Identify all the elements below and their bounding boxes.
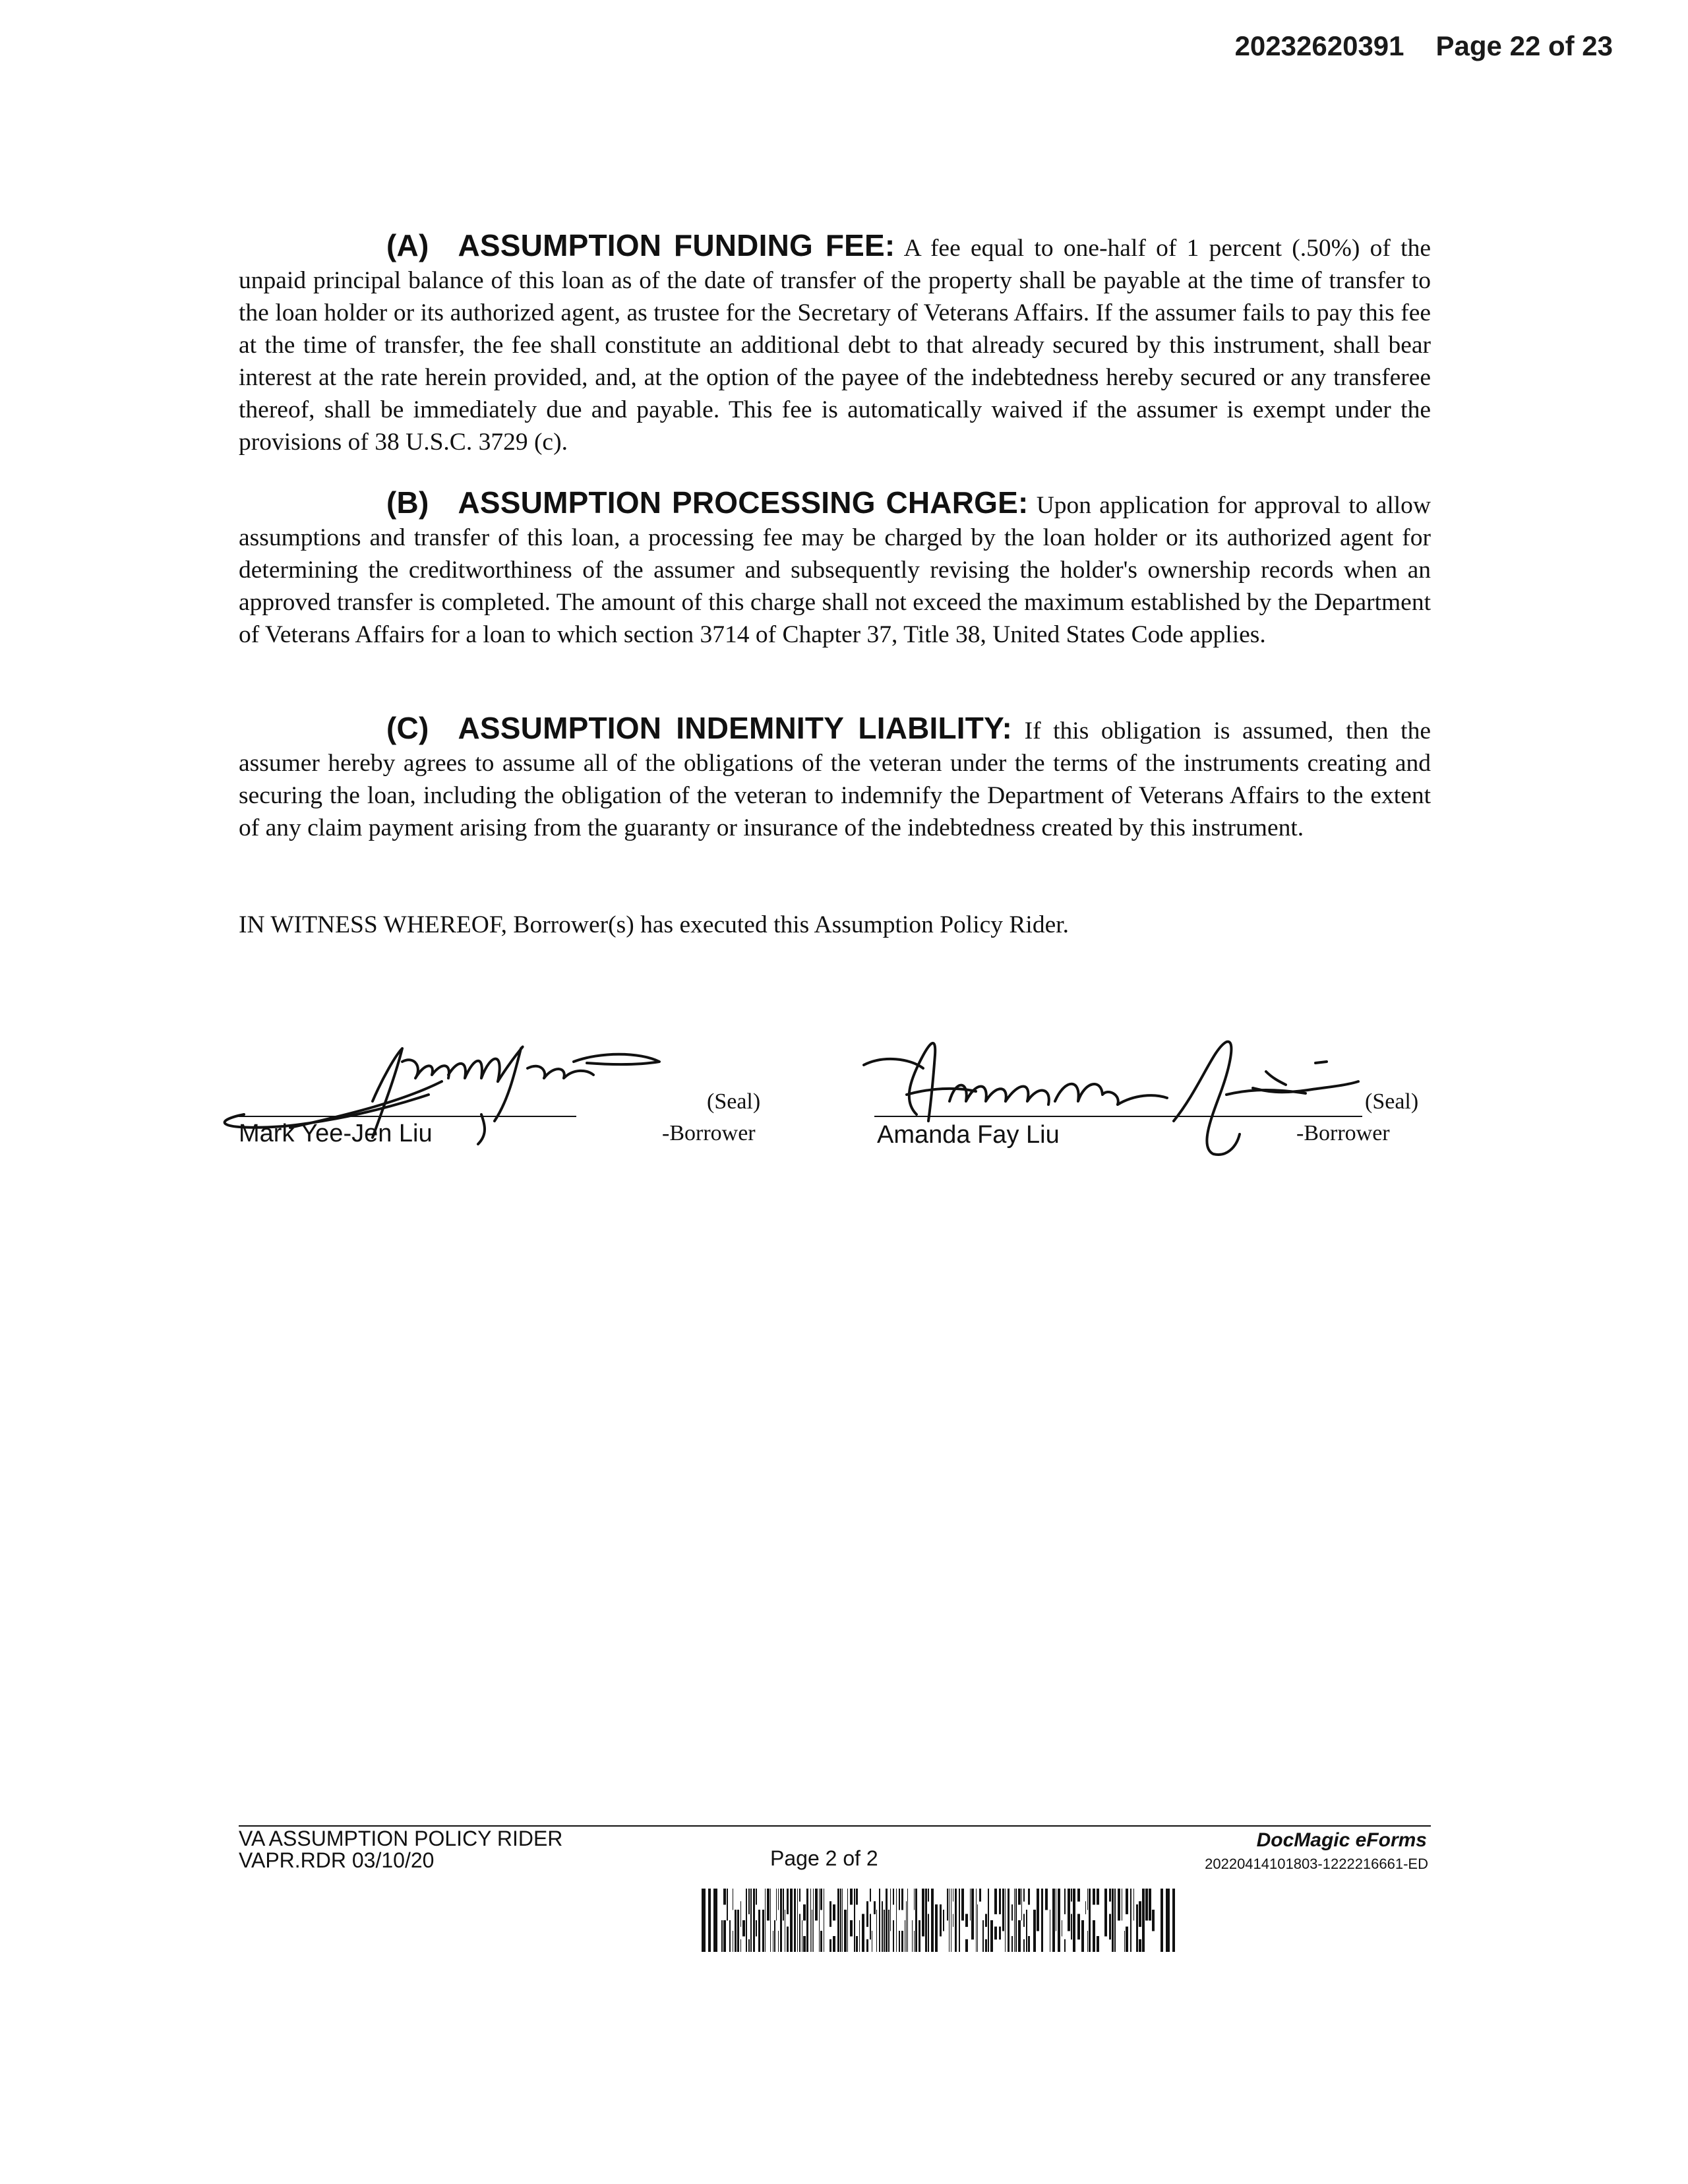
section-b-body: Upon application for approval to allow assumptions and transfer of this loan, a processing fee may be charged by the loan holder or its authorized agent for determining the creditworthiness of the assumer and subsequently revising the holder's ownership records when an approved transfer is completed. The amount of this charge shall not exceed the maximum established by the Department of Veterans Affairs for a loan to which section 3714 of Chapter 37, Title 38, United States Code applies.	[239, 492, 1431, 648]
borrower-name-2: Amanda Fay Liu	[877, 1121, 1060, 1149]
barcode-icon	[702, 1889, 1176, 1952]
section-a-heading	[313, 228, 895, 262]
section-a	[239, 229, 1431, 458]
witness-statement	[239, 909, 1431, 941]
recording-page-label: Page 22 of 23	[1435, 30, 1613, 61]
section-a-body: A fee equal to one-half of 1 percent (.50%) of the unpaid principal balance of this loan as of the date of transfer of the property shall be payable at the time of transfer to the loan holder or its authorized agent, as trustee for the Secretary of Veterans Affairs. If the assumer fails to pay this fee at the time of transfer, the fee shall constitute an additional debt to that already secured by this instrument, shall bear interest at the rate herein provided, and, at the option of the payee of the indebtedness hereby secured or any transferee thereof, shall be immediately due and payable. This fee is automatically waived if the assumer is exempt under the provisions of 38 U.S.C. 3729 (c).	[239, 235, 1431, 456]
seal-label-1: (Seal)	[707, 1089, 761, 1114]
footer-form-title: VA ASSUMPTION POLICY RIDER	[239, 1827, 563, 1850]
borrower-role-2: -Borrower	[1296, 1121, 1390, 1145]
witness-text: IN WITNESS WHEREOF, Borrower(s) has executed this Assumption Policy Rider.	[239, 911, 1070, 938]
signature-line-1	[239, 1116, 576, 1117]
section-a-title: ASSUMPTION FUNDING FEE:	[458, 228, 895, 262]
section-c-title: ASSUMPTION INDEMNITY LIABILITY:	[458, 711, 1013, 745]
section-a-letter: (A)	[386, 228, 429, 262]
borrower-name-1: Mark Yee-Jen Liu	[239, 1120, 433, 1147]
footer-form-info	[239, 1828, 562, 1871]
section-b-letter: (B)	[386, 485, 429, 520]
section-c-heading	[313, 711, 1012, 745]
borrower-role-1: -Borrower	[662, 1121, 756, 1145]
signature-block-2	[857, 1016, 1451, 1167]
section-b	[239, 487, 1431, 651]
signature-block-1	[204, 1016, 785, 1161]
recording-stamp	[1235, 30, 1613, 62]
recording-number: 20232620391	[1234, 30, 1404, 61]
section-b-heading	[313, 485, 1029, 520]
footer-brand: DocMagic eForms	[1256, 1829, 1427, 1851]
seal-label-2: (Seal)	[1365, 1089, 1419, 1114]
section-b-title: ASSUMPTION PROCESSING CHARGE:	[458, 485, 1029, 520]
footer-form-code: VAPR.RDR 03/10/20	[239, 1848, 435, 1872]
footer-page-indicator: Page 2 of 2	[770, 1846, 878, 1870]
section-c	[239, 712, 1431, 844]
footer-doc-id: 20220414101803-1222216661-ED	[1205, 1856, 1428, 1872]
section-c-letter: (C)	[386, 711, 429, 745]
signature-line-2	[874, 1116, 1362, 1117]
section-c-body: If this obligation is assumed, then the assumer hereby agrees to assume all of the obligations of the veteran under the terms of the instruments creating and securing the loan, including the obligation of the veteran to indemnify the Department of Veterans Affairs to the extent of any claim payment arising from the guaranty or insurance of the indebtedness created by this instrument.	[239, 717, 1431, 841]
